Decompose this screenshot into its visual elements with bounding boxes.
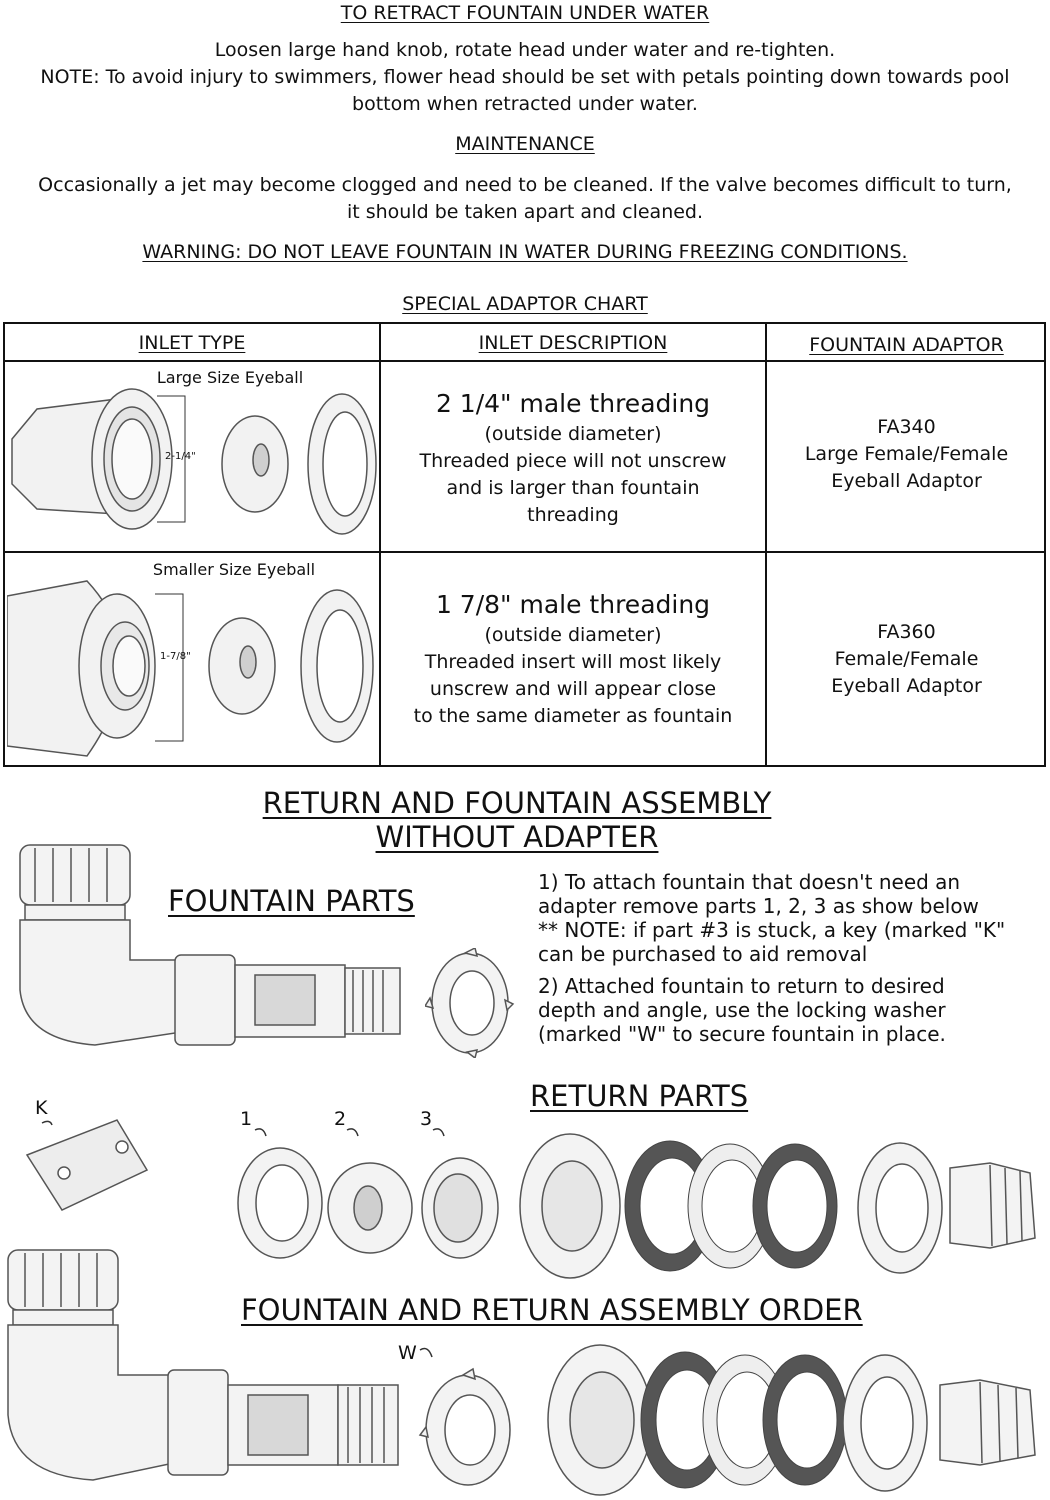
row1-desc-sub: (outside diameter)	[484, 423, 662, 445]
adaptor-chart-table	[3, 322, 1046, 767]
header-divider	[5, 360, 1044, 362]
row2-desc-line-2: unscrew and will appear close	[429, 678, 717, 700]
fountain-assembly-illustration	[3, 1245, 423, 1500]
retract-note-cont: bottom when retracted under water.	[352, 93, 698, 115]
step-1-instructions	[538, 870, 1050, 966]
row2-adaptor-code: FA360	[877, 621, 936, 643]
maintenance-line-2: it should be taken apart and cleaned.	[346, 201, 704, 223]
row1-caption: Large Size Eyeball	[156, 368, 304, 387]
maintenance-heading: MAINTENANCE	[455, 133, 595, 155]
row1-adaptor	[767, 414, 1046, 495]
part-2-label: 2	[334, 1108, 347, 1130]
washer-label: W	[398, 1342, 417, 1364]
row2-adaptor-line-2: Female/Female	[834, 648, 979, 670]
retract-note: NOTE: To avoid injury to swimmers, flower head should be set with petals pointing down towards pool	[40, 66, 1010, 88]
row1-desc-line-1: Threaded piece will not unscrew	[419, 450, 727, 472]
part-3-label: 3	[420, 1108, 433, 1130]
row2-caption: Smaller Size Eyeball	[152, 560, 316, 579]
fountain-parts-heading: FOUNTAIN PARTS	[168, 884, 415, 918]
assembly-title-line-2: WITHOUT ADAPTER	[375, 820, 659, 854]
row2-thread-size: 1 7/8" male threading	[435, 590, 711, 619]
row2-desc-sub: (outside diameter)	[484, 624, 662, 646]
fountain-parts-illustration	[5, 840, 485, 1070]
assembly-title-line-1: RETURN AND FOUNTAIN ASSEMBLY	[262, 786, 772, 820]
row2-dimension-label: 1-7/8"	[160, 651, 191, 662]
return-assembly-illustration	[540, 1335, 1045, 1500]
row2-desc-line-1: Threaded insert will most likely	[424, 651, 722, 673]
step-2-line-3: (marked "W" to secure fountain in place.	[538, 1022, 946, 1046]
row-divider	[5, 551, 1044, 553]
step-1-note-cont: can be purchased to aid removal	[538, 942, 868, 966]
freeze-warning: WARNING: DO NOT LEAVE FOUNTAIN IN WATER DURING FREEZING CONDITIONS.	[142, 241, 908, 263]
return-parts-heading: RETURN PARTS	[530, 1079, 749, 1113]
step-2-line-2: depth and angle, use the locking washer	[538, 998, 946, 1022]
row1-thread-size: 2 1/4" male threading	[435, 389, 711, 418]
row2-adaptor-line-3: Eyeball Adaptor	[831, 675, 982, 697]
key-label: K	[35, 1097, 48, 1119]
row1-desc-line-2: and is larger than fountain	[446, 477, 700, 499]
header-inlet-description: INLET DESCRIPTION	[478, 332, 668, 354]
small-eyeball-parts-illustration	[7, 556, 379, 764]
row2-adaptor	[767, 619, 1046, 700]
part-1-label: 1	[240, 1108, 253, 1130]
retract-heading: TO RETRACT FOUNTAIN UNDER WATER	[340, 2, 710, 24]
step-2-instructions	[538, 974, 1050, 1046]
step-1-note: ** NOTE: if part #3 is stuck, a key (marked "K"	[538, 918, 1006, 942]
row1-desc-line-3: threading	[527, 504, 619, 526]
row1-adaptor-line-3: Eyeball Adaptor	[831, 470, 982, 492]
washer-assembly-illustration	[418, 1345, 518, 1495]
maintenance-line-1: Occasionally a jet may become clogged and need to be cleaned. If the valve becomes difficult to turn,	[38, 174, 1012, 196]
header-fountain-adaptor: FOUNTAIN ADAPTOR	[809, 334, 1004, 356]
row2-description	[381, 588, 765, 730]
row1-adaptor-code: FA340	[877, 416, 936, 438]
chart-title: SPECIAL ADAPTOR CHART	[402, 293, 648, 315]
step-1-line-2: adapter remove parts 1, 2, 3 as show below	[538, 894, 979, 918]
header-inlet-type: INLET TYPE	[138, 332, 246, 354]
step-2-line-1: 2) Attached fountain to return to desired	[538, 974, 945, 998]
row2-desc-line-3: to the same diameter as fountain	[413, 705, 733, 727]
row1-dimension-label: 2-1/4"	[165, 451, 196, 462]
row1-description	[381, 387, 765, 529]
row1-adaptor-line-2: Large Female/Female	[804, 443, 1009, 465]
locking-washer-illustration	[425, 948, 515, 1058]
removal-key-illustration	[22, 1115, 162, 1215]
retract-line-1: Loosen large hand knob, rotate head under water and re-tighten.	[214, 39, 836, 61]
step-1-line-1: 1) To attach fountain that doesn't need an	[538, 870, 961, 894]
assembly-order-heading: FOUNTAIN AND RETURN ASSEMBLY ORDER	[241, 1293, 863, 1327]
